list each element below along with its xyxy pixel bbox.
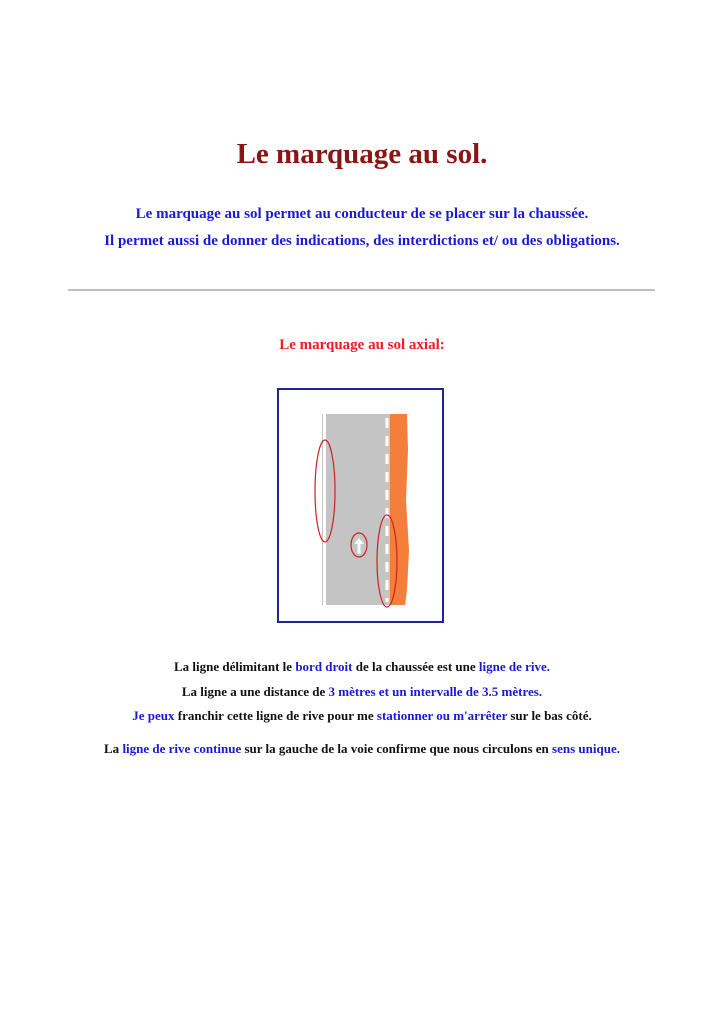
highlight-sens-unique: sens unique. [552,741,620,756]
horizontal-divider [68,289,655,291]
section-subtitle: Le marquage au sol axial: [279,337,445,353]
highlight-bord-droit: bord droit [295,659,353,674]
text-run: sur la gauche de la voie confirme que nous circulons en [241,741,553,756]
road-marking-figure [277,388,444,623]
intro-line-1: Le marquage au sol permet au conducteur de se placer sur la chaussée. [135,206,589,222]
paragraph-edge-line [0,659,724,675]
paragraph-one-way [0,741,724,757]
text-run: de la chaussée est une [352,659,479,674]
text-run: franchir cette ligne de rive pour me [174,708,377,723]
paragraph-permission [0,708,724,724]
road-diagram [279,390,442,621]
highlight-je-peux: Je peux [132,708,175,723]
highlight-stationner: stationner ou m'arrêter [376,708,508,723]
intro-line-2: Il permet aussi de donner des indications, des interdictions et/ ou des obligations. [104,233,620,249]
text-run: sur le bas côté. [507,708,592,723]
road-surface [322,414,390,605]
text-run: La [104,741,123,756]
highlight-ligne-de-rive: ligne de rive. [478,659,551,674]
page-title: Le marquage au sol. [236,138,488,170]
highlight-ligne-continue: ligne de rive continue [122,741,242,756]
paragraph-distance [0,684,724,700]
text-run: La ligne a une distance de [181,684,329,699]
continuous-edge-line [323,414,326,605]
highlight-distance-values: 3 mètres et un intervalle de 3.5 mètres. [328,684,543,699]
text-run: La ligne délimitant le [173,659,296,674]
road-shoulder [389,414,409,605]
